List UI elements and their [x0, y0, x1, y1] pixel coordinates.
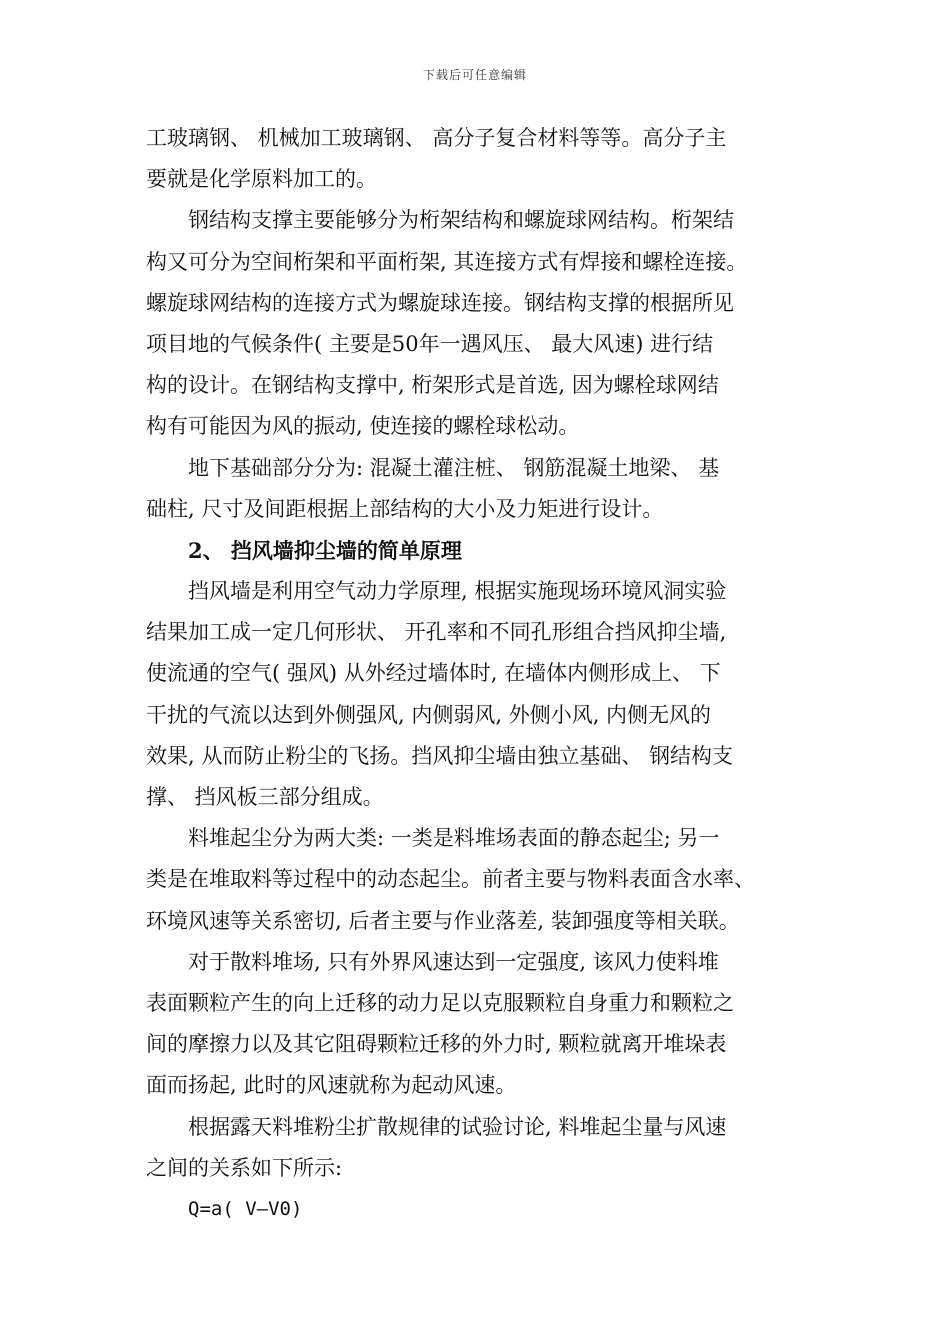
- paragraph-line: 挡风墙是利用空气动力学原理, 根据实施现场环境风洞实验: [188, 579, 727, 604]
- paragraph-line: 料堆起尘分为两大类: 一类是料堆场表面的静态起尘; 另一: [188, 826, 720, 851]
- paragraph-line: 间的摩擦力以及其它阻碍颗粒迁移的外力时, 颗粒就离开堆垛表: [146, 1032, 727, 1057]
- paragraph-line: 础柱, 尺寸及间距根据上部结构的大小及力矩进行设计。: [146, 496, 664, 521]
- paragraph-line: 项目地的气候条件( 主要是50年一遇风压、 最大风速) 进行结: [146, 331, 714, 356]
- paragraph-line: 钢结构支撑主要能够分为桁架结构和螺旋球网结构。桁架结: [188, 208, 734, 233]
- section-heading: 2、 挡风墙抑尘墙的简单原理: [188, 537, 462, 563]
- paragraph-line: 螺旋球网结构的连接方式为螺旋球连接。钢结构支撑的根据所见: [146, 290, 734, 315]
- paragraph-line: 对于散料堆场, 只有外界风速达到一定强度, 该风力使料堆: [188, 949, 719, 974]
- document-body: [146, 118, 826, 1230]
- paragraph-line: 结果加工成一定几何形状、 开孔率和不同孔形组合挡风抑尘墙,: [146, 620, 727, 645]
- paragraph-line: 表面颗粒产生的向上迁移的动力足以克服颗粒自身重力和颗粒之: [146, 990, 734, 1015]
- paragraph-line: 地下基础部分分为: 混凝土灌注桩、 钢筋混凝土地梁、 基: [188, 455, 720, 480]
- paragraph-line: 撑、 挡风板三部分组成。: [146, 785, 384, 809]
- paragraph-line: 干扰的气流以达到外侧强风, 内侧弱风, 外侧小风, 内侧无风的: [146, 702, 712, 727]
- page-header: 下载后可任意编辑: [422, 68, 527, 82]
- paragraph-line: 面而扬起, 此时的风速就称为起动风速。: [146, 1073, 517, 1098]
- paragraph-line: 环境风速等关系密切, 后者主要与作业落差, 装卸强度等相关联。: [146, 908, 740, 933]
- paragraph-line: 使流通的空气( 强风) 从外经过墙体时, 在墙体内侧形成上、 下: [146, 661, 721, 686]
- paragraph-line: 类是在堆取料等过程中的动态起尘。前者主要与物料表面含水率、: [146, 867, 755, 892]
- paragraph-line: 之间的关系如下所示:: [146, 1155, 343, 1180]
- paragraph-line: 工玻璃钢、 机械加工玻璃钢、 高分子复合材料等等。高分子主: [146, 126, 727, 150]
- paragraph-line: 构又可分为空间桁架和平面桁架, 其连接方式有焊接和螺栓连接。: [146, 249, 748, 274]
- paragraph-line: 根据露天料堆粉尘扩散规律的试验讨论, 料堆起尘量与风速: [188, 1114, 727, 1139]
- paragraph-line: 要就是化学原料加工的。: [146, 167, 377, 192]
- paragraph-line: 效果, 从而防止粉尘的飞扬。挡风抑尘墙由独立基础、 钢结构支: [146, 743, 734, 768]
- formula: Q=a( V—V0): [188, 1197, 303, 1220]
- paragraph-line: 构的设计。在钢结构支撑中, 桁架形式是首选, 因为螺栓球网结: [146, 373, 719, 398]
- paragraph-line: 构有可能因为风的振动, 使连接的螺栓球松动。: [146, 414, 580, 439]
